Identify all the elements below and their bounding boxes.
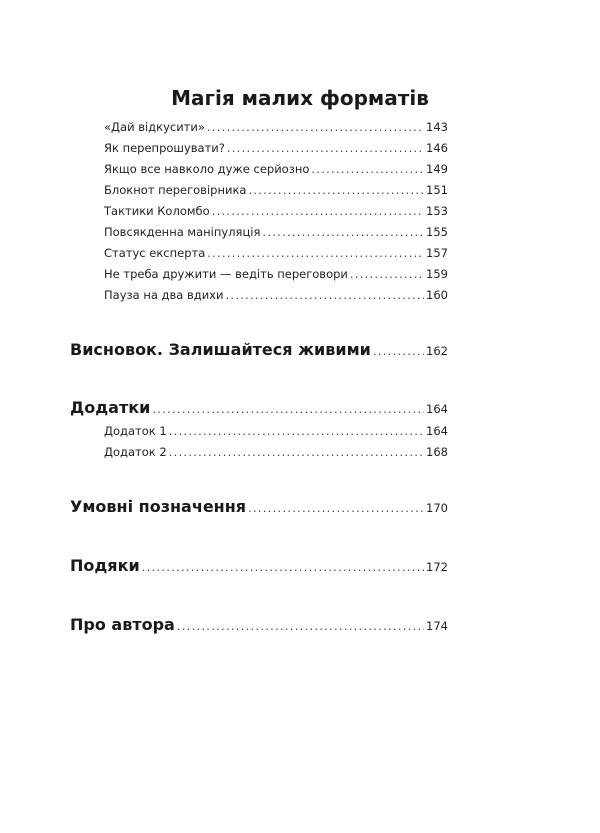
- entry-title: Якщо все навколо дуже серйозно: [104, 162, 310, 176]
- entry-title: Додаток 1: [104, 424, 167, 438]
- dot-leader: [142, 560, 424, 574]
- entry-title: Пауза на два вдихи: [104, 288, 224, 302]
- entry-page: 172: [426, 560, 448, 574]
- dot-leader: [311, 162, 424, 176]
- dot-leader: [373, 344, 424, 358]
- entry-page: 151: [426, 183, 448, 197]
- dot-leader: [152, 402, 424, 416]
- toc-entry[interactable]: [104, 246, 448, 262]
- toc-entry[interactable]: [104, 120, 448, 136]
- entry-page: 157: [426, 246, 448, 260]
- entry-page: 170: [426, 501, 448, 515]
- section-title: Магія малих форматів: [171, 86, 429, 110]
- entry-title: Блокнот переговірника: [104, 183, 247, 197]
- dot-leader: [207, 120, 424, 134]
- entry-title: Повсякденна маніпуляція: [104, 225, 261, 239]
- toc-entry[interactable]: [104, 267, 448, 283]
- dot-leader: [262, 225, 424, 239]
- dot-leader: [207, 246, 424, 260]
- entry-title: Про автора: [70, 615, 175, 634]
- entry-title: Не треба дружити — ведіть переговори: [104, 267, 348, 281]
- entry-title: Висновок. Залишайтеся живими: [70, 340, 371, 359]
- toc-entry[interactable]: [104, 141, 448, 157]
- dot-leader: [248, 183, 424, 197]
- dot-leader: [227, 141, 424, 155]
- entry-title: Статус експерта: [104, 246, 206, 260]
- toc-entry[interactable]: [70, 398, 448, 417]
- entry-title: Умовні позначення: [70, 497, 247, 516]
- entry-page: 168: [426, 445, 448, 459]
- dot-leader: [212, 204, 424, 218]
- dot-leader: [248, 501, 424, 515]
- entry-page: 174: [426, 619, 448, 633]
- toc-entry[interactable]: [104, 162, 448, 178]
- entry-page: 143: [426, 120, 448, 134]
- entry-page: 149: [426, 162, 448, 176]
- entry-title: «Дай відкусити»: [104, 120, 205, 134]
- entry-title: Додаток 2: [104, 445, 167, 459]
- toc-entry[interactable]: [104, 204, 448, 220]
- toc-entry[interactable]: [104, 183, 448, 199]
- toc-entry[interactable]: [70, 497, 448, 516]
- entry-page: 155: [426, 225, 448, 239]
- entry-title: Подяки: [70, 556, 140, 575]
- dot-leader: [169, 445, 424, 459]
- toc-entry[interactable]: [104, 445, 448, 461]
- entry-title: Як перепрошувати?: [104, 141, 225, 155]
- dot-leader: [177, 619, 424, 633]
- dot-leader: [225, 288, 424, 302]
- entry-page: 153: [426, 204, 448, 218]
- toc-entry[interactable]: [70, 615, 448, 634]
- toc-entry[interactable]: [104, 225, 448, 241]
- entry-page: 146: [426, 141, 448, 155]
- entry-page: 159: [426, 267, 448, 281]
- dot-leader: [169, 424, 424, 438]
- entry-page: 164: [426, 424, 448, 438]
- entry-page: 162: [426, 344, 448, 358]
- dot-leader: [350, 267, 424, 281]
- toc-entry[interactable]: [70, 340, 448, 359]
- entry-title: Додатки: [70, 398, 151, 417]
- toc-entry[interactable]: [104, 288, 448, 304]
- entry-title: Тактики Коломбо: [104, 204, 210, 218]
- entry-page: 164: [426, 402, 448, 416]
- toc-entry[interactable]: [104, 424, 448, 440]
- entry-page: 160: [426, 288, 448, 302]
- toc-entry[interactable]: [70, 556, 448, 575]
